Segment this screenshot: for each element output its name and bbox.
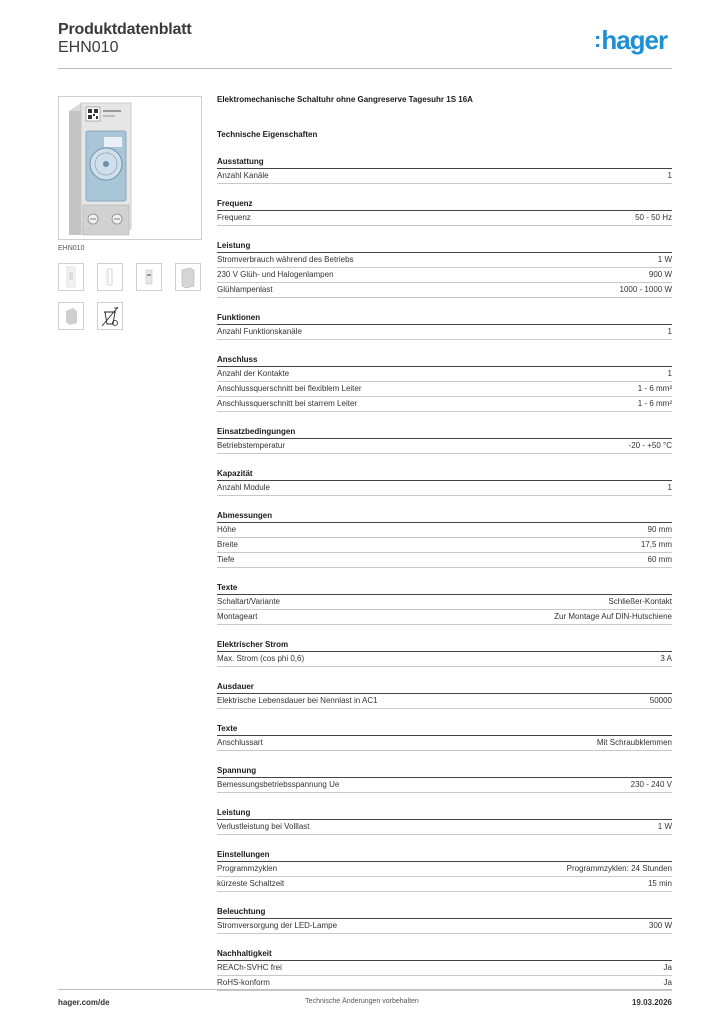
section-heading: Anschluss	[217, 354, 672, 367]
thumbnail-dimension-view[interactable]	[97, 263, 123, 291]
spec-value: Zur Montage Auf DIN-Hutschiene	[554, 612, 672, 621]
spec-row	[217, 439, 672, 454]
spec-value: 17,5 mm	[640, 540, 672, 549]
header-divider	[58, 68, 672, 69]
spec-section	[217, 510, 672, 568]
spec-row	[217, 862, 672, 877]
device-dimension-icon	[98, 264, 122, 290]
thumbnail-front-view[interactable]	[58, 263, 84, 291]
section-heading: Leistung	[217, 240, 672, 253]
spec-value: 900 W	[648, 270, 672, 279]
spec-label: Anzahl der Kontakte	[217, 369, 290, 378]
section-heading: Elektrischer Strom	[217, 639, 672, 652]
spec-row	[217, 652, 672, 667]
footer-date: 19.03.2026	[631, 998, 672, 1007]
spec-row	[217, 553, 672, 568]
section-heading: Funktionen	[217, 312, 672, 325]
spec-value: Ja	[663, 963, 672, 972]
spec-label: Anzahl Funktionskanäle	[217, 327, 302, 336]
spec-value: Schließer-Kontakt	[608, 597, 672, 606]
device-side-icon	[137, 264, 161, 290]
spec-label: Breite	[217, 540, 238, 549]
section-heading: Nachhaltigkeit	[217, 948, 672, 961]
spec-label: Verlustleistung bei Volllast	[217, 822, 310, 831]
spec-section	[217, 765, 672, 793]
hager-logo: :hager	[594, 25, 668, 55]
section-heading: Ausdauer	[217, 681, 672, 694]
spec-label: Höhe	[217, 525, 237, 534]
spec-section	[217, 198, 672, 226]
spec-section	[217, 582, 672, 625]
footer-website[interactable]: hager.com/de	[58, 998, 110, 1007]
spec-value: -20 - +50 °C	[628, 441, 672, 450]
section-heading: Ausstattung	[217, 156, 672, 169]
spec-label: Anschlussquerschnitt bei flexiblem Leiter	[217, 384, 362, 393]
characteristics-title: Technische Eigenschaften	[217, 130, 318, 139]
spec-label: Programmzyklen	[217, 864, 278, 873]
spec-label: Stromverbrauch während des Betriebs	[217, 255, 354, 264]
spec-section	[217, 906, 672, 934]
spec-row	[217, 961, 672, 976]
spec-section	[217, 240, 672, 298]
device-front-icon	[59, 264, 83, 290]
spec-value: 230 - 240 V	[630, 780, 672, 789]
spec-content	[217, 95, 672, 991]
section-heading: Leistung	[217, 807, 672, 820]
spec-value: 1 - 6 mm²	[637, 399, 672, 408]
spec-row	[217, 169, 672, 184]
spec-value: Ja	[663, 978, 672, 987]
spec-section	[217, 312, 672, 340]
spec-label: Glühlampenlast	[217, 285, 273, 294]
spec-label: Stromversorgung der LED-Lampe	[217, 921, 338, 930]
thumbnail-3d-view[interactable]	[175, 263, 201, 291]
spec-label: Anzahl Kanäle	[217, 171, 269, 180]
weee-bin-icon	[98, 303, 122, 329]
product-title: Elektromechanische Schaltuhr ohne Gangreserve Tagesuhr 1S 16A	[217, 95, 473, 104]
spec-row	[217, 481, 672, 496]
spec-value: 50 - 50 Hz	[635, 213, 672, 222]
spec-section	[217, 468, 672, 496]
section-heading: Frequenz	[217, 198, 672, 211]
spec-row	[217, 877, 672, 892]
spec-value: Mit Schraubklemmen	[596, 738, 672, 747]
product-code: EHN010	[58, 39, 119, 56]
spec-label: Frequenz	[217, 213, 251, 222]
spec-section	[217, 807, 672, 835]
spec-row	[217, 694, 672, 709]
spec-value: 1	[667, 483, 672, 492]
spec-value: 3 A	[660, 654, 672, 663]
spec-row	[217, 610, 672, 625]
spec-row	[217, 253, 672, 268]
section-heading: Beleuchtung	[217, 906, 672, 919]
spec-section	[217, 354, 672, 412]
device-mounting-icon	[59, 303, 83, 329]
section-heading: Texte	[217, 723, 672, 736]
footer-notice: Technische Änderungen vorbehalten	[305, 998, 419, 1005]
spec-value: 1 - 6 mm²	[637, 384, 672, 393]
section-heading: Kapazität	[217, 468, 672, 481]
spec-row	[217, 283, 672, 298]
spec-section	[217, 681, 672, 709]
section-heading: Einsatzbedingungen	[217, 426, 672, 439]
spec-value: 15 min	[647, 879, 672, 888]
spec-row	[217, 919, 672, 934]
spec-value: 1000 - 1000 W	[619, 285, 672, 294]
device-3d-icon	[176, 264, 200, 290]
spec-value: 1 W	[657, 255, 672, 264]
spec-section	[217, 156, 672, 184]
spec-label: Anzahl Module	[217, 483, 270, 492]
spec-label: 230 V Glüh- und Halogenlampen	[217, 270, 334, 279]
spec-label: Bemessungsbetriebsspannung Ue	[217, 780, 340, 789]
product-image[interactable]	[58, 96, 202, 240]
timer-device-icon	[59, 97, 201, 239]
spec-value: 50000	[649, 696, 672, 705]
spec-value: 1	[667, 369, 672, 378]
spec-row	[217, 736, 672, 751]
spec-value: 90 mm	[647, 525, 672, 534]
section-heading: Abmessungen	[217, 510, 672, 523]
spec-value: 300 W	[648, 921, 672, 930]
spec-label: Montageart	[217, 612, 258, 621]
spec-label: Anschlussart	[217, 738, 263, 747]
footer-divider	[58, 989, 672, 990]
spec-value: Programmzyklen: 24 Stunden	[566, 864, 672, 873]
section-heading: Spannung	[217, 765, 672, 778]
thumbnail-side-view[interactable]	[136, 263, 162, 291]
spec-row	[217, 382, 672, 397]
spec-value: 60 mm	[647, 555, 672, 564]
spec-section	[217, 849, 672, 892]
spec-row	[217, 523, 672, 538]
spec-value: 1	[667, 171, 672, 180]
spec-label: kürzeste Schaltzeit	[217, 879, 285, 888]
spec-label: Elektrische Lebensdauer bei Nennlast in AC1	[217, 696, 378, 705]
thumbnail-mounting-view[interactable]	[58, 302, 84, 330]
spec-label: RoHS-konform	[217, 978, 270, 987]
spec-section	[217, 723, 672, 751]
spec-section	[217, 948, 672, 991]
spec-label: REACh-SVHC frei	[217, 963, 282, 972]
spec-sections	[217, 156, 672, 991]
spec-value: 1	[667, 327, 672, 336]
page-title: Produktdatenblatt	[58, 21, 192, 38]
spec-row	[217, 595, 672, 610]
spec-section	[217, 426, 672, 454]
image-caption: EHN010	[58, 245, 85, 252]
spec-row	[217, 820, 672, 835]
spec-label: Max. Strom (cos phi 0,6)	[217, 654, 305, 663]
thumbnail-weee-symbol[interactable]	[97, 302, 123, 330]
spec-row	[217, 367, 672, 382]
spec-label: Betriebstemperatur	[217, 441, 286, 450]
spec-row	[217, 268, 672, 283]
spec-row	[217, 325, 672, 340]
spec-label: Schaltart/Variante	[217, 597, 280, 606]
spec-value: 1 W	[657, 822, 672, 831]
section-heading: Einstellungen	[217, 849, 672, 862]
spec-row	[217, 211, 672, 226]
spec-label: Anschlussquerschnitt bei starrem Leiter	[217, 399, 358, 408]
spec-row	[217, 538, 672, 553]
spec-row	[217, 397, 672, 412]
spec-row	[217, 778, 672, 793]
section-heading: Texte	[217, 582, 672, 595]
spec-label: Tiefe	[217, 555, 235, 564]
spec-section	[217, 639, 672, 667]
